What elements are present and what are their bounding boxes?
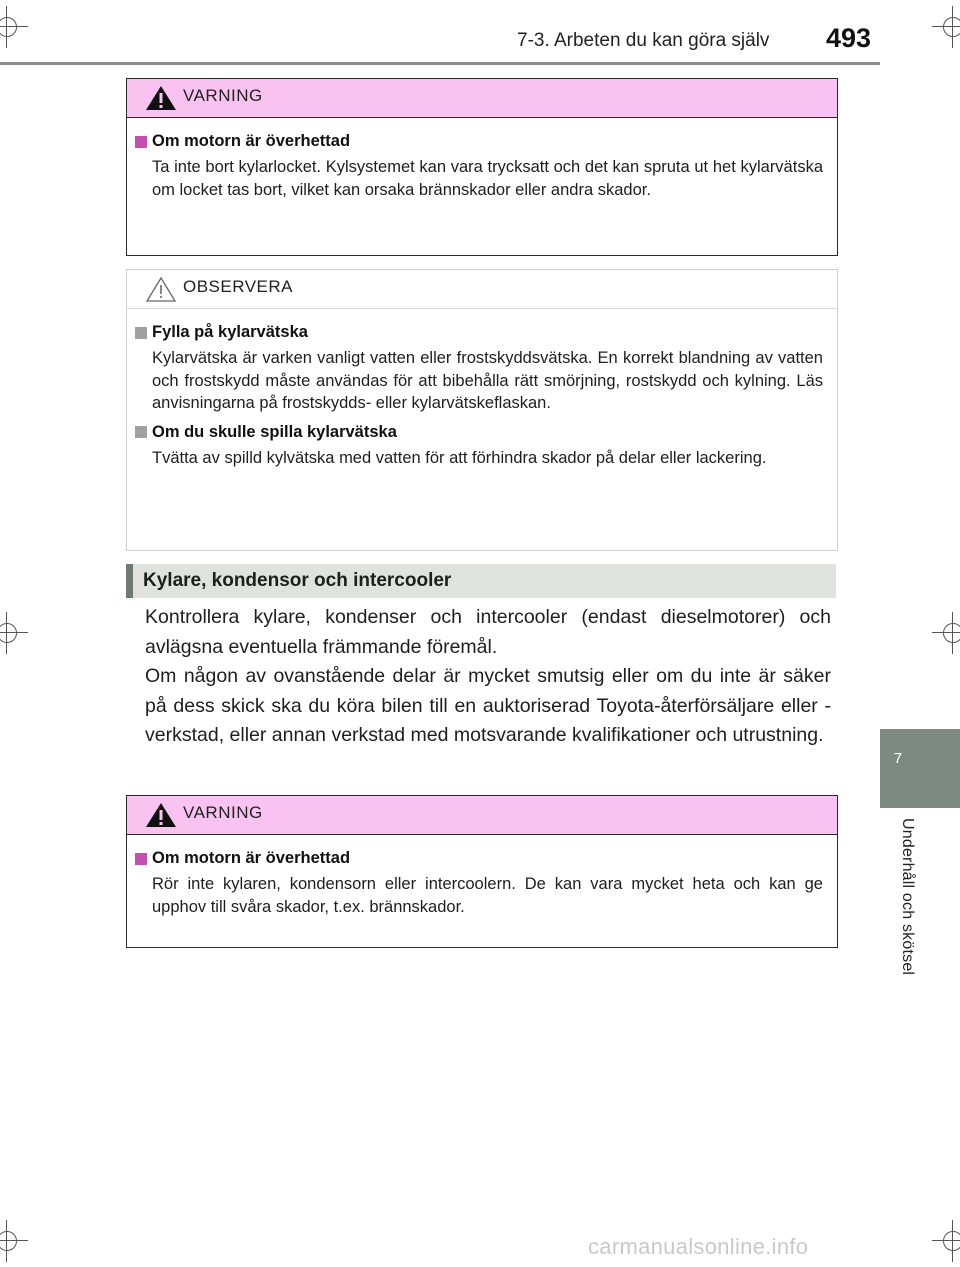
warning-triangle-icon (145, 85, 177, 111)
warning-item (135, 132, 823, 201)
warning-item-text: Ta inte bort kylarlocket. Kylsystemet kan vara trycksatt och det kan spruta ut het kylarvätska om locket tas bort, vilket kan orsaka brännskador eller andra skador. (152, 158, 823, 199)
bullet-square-icon (135, 327, 147, 339)
chapter-tab-number: 7 (893, 750, 903, 767)
bullet-square-icon (135, 426, 147, 438)
warning-box-title: VARNING (183, 803, 263, 822)
crop-mark-icon (940, 1228, 960, 1254)
warning-triangle-icon (145, 802, 177, 828)
notice-item-text: Kylarvätska är varken vanligt vatten eller frostskyddsvätska. En korrekt blandning av vatten och frostskydd måste användas för att bibehålla rätt smörjning, rostskydd och kylning. Läs anvisningarna på frostskydds- eller kylarvätskeflaskan. (152, 349, 823, 412)
warning-item-heading: Om motorn är överhettad (152, 132, 351, 150)
warning-box-top (126, 78, 838, 256)
warning-item-text: Rör inte kylaren, kondensorn eller intercoolern. De kan vara mycket heta och kan ge upphov till svåra skador, t.ex. brännskador. (152, 875, 823, 916)
warning-item (135, 849, 823, 918)
notice-box (126, 269, 838, 551)
notice-box-header (127, 270, 837, 309)
notice-box-title: OBSERVERA (183, 277, 294, 296)
crop-mark-icon (0, 14, 20, 40)
warning-box-header (127, 796, 837, 835)
caution-triangle-icon (145, 276, 177, 302)
header-rule (0, 62, 880, 65)
warning-box-bottom (126, 795, 838, 948)
crop-mark-icon (940, 620, 960, 646)
running-header: 7-3. Arbeten du kan göra själv (517, 30, 770, 51)
notice-item-heading: Fylla på kylarvätska (152, 323, 308, 341)
chapter-tab-label: Underhåll och skötsel (899, 818, 916, 976)
section-heading-bar (126, 564, 133, 598)
crop-mark-icon (940, 14, 960, 40)
warning-item-heading: Om motorn är överhettad (152, 849, 351, 867)
watermark-text[interactable]: carmanualsonline.info (588, 1234, 809, 1259)
warning-box-header (127, 79, 837, 118)
section-body (145, 603, 831, 751)
crop-mark-icon (0, 620, 20, 646)
bullet-square-icon (135, 853, 147, 865)
chapter-tab (880, 729, 960, 808)
notice-item-heading: Om du skulle spilla kylarvätska (152, 422, 397, 441)
body-paragraph: Kontrollera kylare, kondenser och intercooler (endast dieselmotorer) och avlägsna eventuella främmande föremål. (145, 606, 831, 658)
bullet-square-icon (135, 136, 147, 148)
notice-item (135, 323, 823, 415)
crop-mark-icon (0, 1228, 20, 1254)
notice-item-text: Tvätta av spilld kylvätska med vatten för att förhindra skador på delar eller lackering. (152, 448, 767, 467)
body-paragraph: Om någon av ovanstående delar är mycket smutsig eller om du inte är säker på dess skick ska du köra bilen till en auktoriserad Toyota-återförsäljare eller -verkstad, eller annan verkstad med motsvarande kvalifikationer och utrustning. (145, 665, 831, 746)
warning-box-title: VARNING (183, 86, 263, 105)
section-heading (126, 564, 836, 598)
page-number: 493 (826, 23, 872, 53)
notice-item (135, 423, 823, 470)
section-title: Kylare, kondensor och intercooler (143, 570, 452, 591)
